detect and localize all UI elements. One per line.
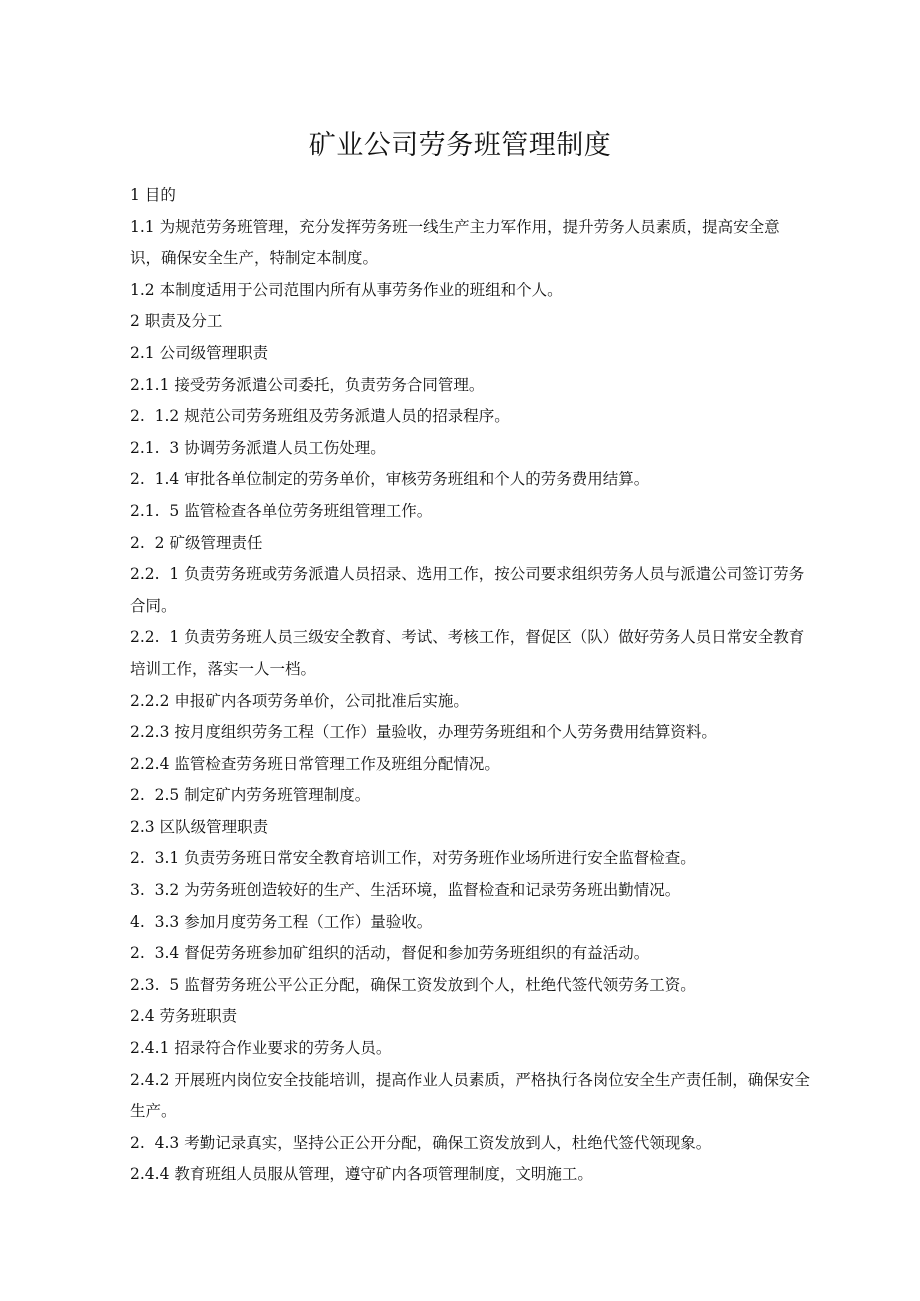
section-number: 2.3 — [130, 817, 155, 836]
document-paragraph — [130, 559, 810, 622]
document-paragraph — [130, 275, 810, 307]
paragraph-text: 招录符合作业要求的劳务人员。 — [174, 1039, 392, 1058]
document-paragraph — [130, 907, 810, 939]
document-paragraph — [130, 1159, 810, 1191]
paragraph-text: 开展班内岗位安全技能培训，提高作业人员素质，严格执行各岗位安全生产责任制，确保安全生产。 — [130, 1070, 810, 1121]
document-paragraph — [130, 1065, 810, 1128]
paragraph-text: 协调劳务派遣人员工伤处理。 — [184, 438, 386, 457]
document-paragraph — [130, 780, 810, 812]
paragraph-text: 矿级管理责任 — [169, 533, 263, 552]
paragraph-text: 监督劳务班公平公正分配，确保工资发放到个人，杜绝代签代领劳务工资。 — [184, 975, 696, 994]
section-number: 2.2.4 — [130, 754, 170, 773]
document-paragraph — [130, 401, 810, 433]
section-number: 2. 2 — [130, 533, 165, 552]
paragraph-text: 接受劳务派遣公司委托，负责劳务合同管理。 — [174, 375, 485, 394]
paragraph-text: 申报矿内各项劳务单价，公司批准后实施。 — [174, 691, 469, 710]
document-paragraph — [130, 433, 810, 465]
paragraph-text: 区队级管理职责 — [159, 817, 269, 836]
paragraph-text: 劳务班职责 — [159, 1007, 238, 1026]
document-paragraph — [130, 970, 810, 1002]
paragraph-text: 督促劳务班参加矿组织的活动，督促和参加劳务班组织的有益活动。 — [184, 944, 650, 963]
section-number: 2.2. 1 — [130, 628, 180, 647]
paragraph-text: 监管检查各单位劳务班组管理工作。 — [184, 501, 433, 520]
document-title: 矿业公司劳务班管理制度 — [308, 130, 612, 161]
document-paragraph — [130, 717, 810, 749]
section-number: 3. 3.2 — [130, 881, 180, 900]
document-paragraph — [130, 1128, 810, 1160]
paragraph-text: 为劳务班创造较好的生产、生活环境，监督检查和记录劳务班出勤情况。 — [184, 881, 681, 900]
document-paragraph — [130, 875, 810, 907]
paragraph-text: 目的 — [144, 186, 176, 204]
document-paragraph — [130, 1001, 810, 1033]
section-number: 2. 4.3 — [130, 1133, 180, 1152]
section-number: 2.4.4 — [130, 1165, 170, 1184]
paragraph-text: 监管检查劳务班日常管理工作及班组分配情况。 — [174, 754, 500, 773]
paragraph-text: 考勤记录真实，坚持公正公开分配，确保工资发放到人，杜绝代签代领现象。 — [184, 1133, 712, 1152]
document-paragraph — [130, 306, 810, 338]
document-paragraph — [130, 338, 810, 370]
section-number: 2. 1.2 — [130, 407, 180, 426]
section-number: 2.1. 5 — [130, 501, 180, 520]
document-paragraph — [130, 464, 810, 496]
section-number: 1.1 — [130, 217, 155, 236]
paragraph-text: 审批各单位制定的劳务单价，审核劳务班组和个人的劳务费用结算。 — [184, 470, 650, 489]
section-number: 1 — [130, 186, 140, 204]
section-number: 4. 3.3 — [130, 912, 180, 931]
paragraph-text: 负责劳务班或劳务派遣人员招录、选用工作，按公司要求组织劳务人员与派遣公司签订劳务合同。 — [130, 565, 805, 615]
paragraph-text: 负责劳务班日常安全教育培训工作，对劳务班作业场所进行安全监督检查。 — [184, 849, 696, 868]
document-paragraph — [130, 749, 810, 781]
section-number: 2.2.2 — [130, 691, 170, 710]
paragraph-text: 参加月度劳务工程（工作）量验收。 — [184, 912, 433, 931]
document-paragraph — [130, 180, 810, 212]
section-number: 2.1 — [130, 343, 155, 362]
document-paragraph — [130, 622, 810, 685]
section-number: 2.2.3 — [130, 723, 170, 742]
document-paragraph — [130, 843, 810, 875]
section-number: 2.1.1 — [130, 375, 170, 394]
paragraph-text: 公司级管理职责 — [159, 343, 269, 362]
section-number: 2. 1.4 — [130, 470, 180, 489]
document-paragraph — [130, 212, 810, 275]
document-paragraph — [130, 686, 810, 718]
section-number: 2.3. 5 — [130, 975, 180, 994]
section-number: 2.4.2 — [130, 1070, 170, 1089]
document-paragraph — [130, 496, 810, 528]
section-number: 2.4 — [130, 1007, 155, 1026]
document-paragraph — [130, 1033, 810, 1065]
paragraph-text: 按月度组织劳务工程（工作）量验收，办理劳务班组和个人劳务费用结算资料。 — [174, 723, 717, 742]
document-paragraph — [130, 370, 810, 402]
document-body — [130, 180, 810, 1191]
document-paragraph — [130, 812, 810, 844]
section-number: 2. 3.1 — [130, 849, 180, 868]
section-number: 2. 2.5 — [130, 786, 180, 805]
section-number: 2 — [130, 312, 140, 331]
paragraph-text: 教育班组人员服从管理，遵守矿内各项管理制度，文明施工。 — [174, 1165, 593, 1184]
paragraph-text: 为规范劳务班管理，充分发挥劳务班一线生产主力军作用，提升劳务人员素质，提高安全意识，确保安全生产，特制定本制度。 — [130, 217, 780, 268]
document-paragraph — [130, 528, 810, 560]
paragraph-text: 制定矿内劳务班管理制度。 — [184, 786, 371, 805]
paragraph-text: 本制度适用于公司范围内所有从事劳务作业的班组和个人。 — [159, 280, 563, 299]
section-number: 2.2. 1 — [130, 565, 180, 584]
section-number: 2.4.1 — [130, 1039, 170, 1058]
paragraph-text: 规范公司劳务班组及劳务派遣人员的招录程序。 — [184, 407, 510, 426]
document-paragraph — [130, 938, 810, 970]
paragraph-text: 负责劳务班人员三级安全教育、考试、考核工作，督促区（队）做好劳务人员日常安全教育培训工作，落实一人一档。 — [130, 628, 805, 678]
section-number: 2.1. 3 — [130, 438, 180, 457]
paragraph-text: 职责及分工 — [144, 312, 223, 331]
section-number: 1.2 — [130, 280, 155, 299]
section-number: 2. 3.4 — [130, 944, 180, 963]
